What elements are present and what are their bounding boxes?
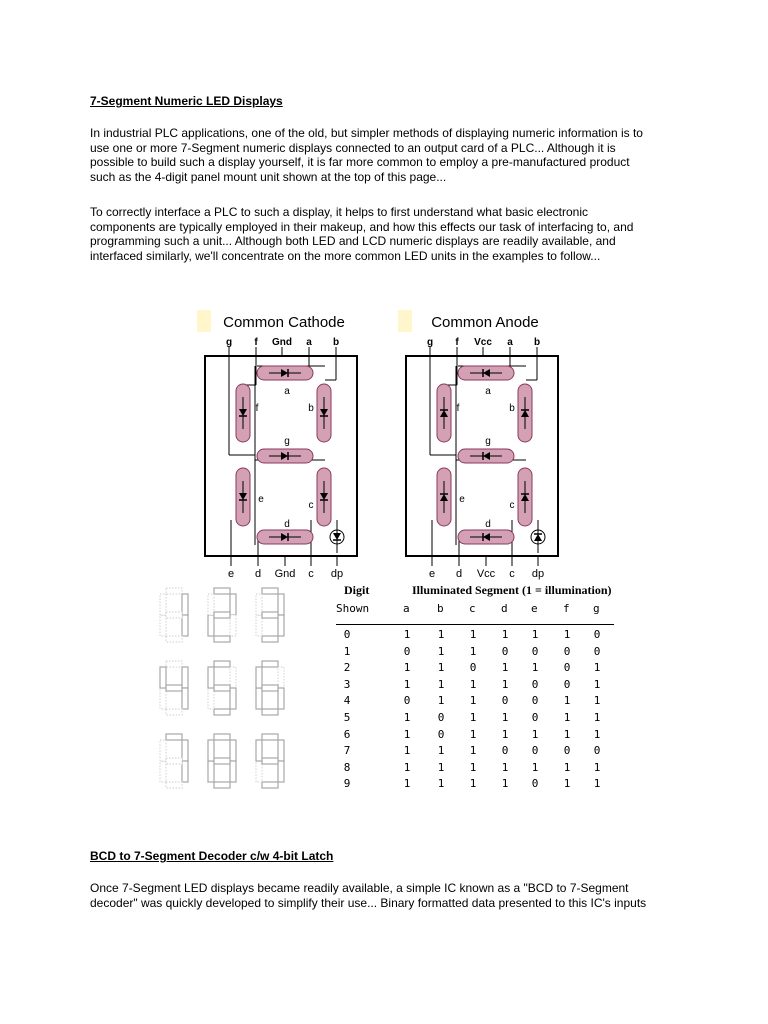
- digit-segment-f: [256, 594, 262, 615]
- digit-segment-a: [166, 734, 182, 740]
- digit-segment-c: [230, 615, 236, 636]
- table-row: [336, 761, 616, 777]
- digit-segment-g: [214, 612, 230, 618]
- segment-label-d: d: [485, 519, 491, 530]
- segment-label-g: g: [485, 436, 491, 447]
- table-row: [336, 777, 616, 793]
- digit-segment-b: [278, 740, 284, 761]
- segment-cell: 0: [531, 744, 539, 758]
- digit-segment-f: [160, 740, 166, 761]
- bottom-pin-label: dp: [330, 568, 344, 580]
- segment-label-a: a: [485, 386, 491, 397]
- bottom-pin-label: e: [227, 568, 235, 580]
- segment-cell: 1: [531, 760, 539, 774]
- digit-segment-e: [256, 615, 262, 636]
- top-pin-label: Gnd: [272, 337, 292, 348]
- segment-cell: 1: [501, 777, 509, 791]
- top-pin-label: Vcc: [474, 337, 492, 348]
- table-row: [336, 728, 616, 744]
- segment-header-d: d: [501, 602, 508, 615]
- digit-segment-g: [262, 685, 278, 691]
- digit-glyph-5: [208, 661, 236, 715]
- top-pin-label: f: [455, 337, 459, 348]
- bottom-pin-label: Gnd: [274, 568, 296, 580]
- digit-segment-f: [256, 740, 262, 761]
- bottom-pin-label: Vcc: [476, 568, 496, 580]
- segment-cell: 1: [563, 628, 571, 641]
- digit-segment-f: [208, 594, 214, 615]
- digit-segment-b: [278, 667, 284, 688]
- digit-segment-f: [256, 667, 262, 688]
- digit-cell: 2: [343, 661, 351, 675]
- top-pin-label: a: [306, 337, 312, 348]
- paragraph-line: components are typically employed in their makeup, and how this effects our task of interfacing to, and: [90, 219, 634, 234]
- table-row: [336, 694, 616, 710]
- segment-header-c: c: [469, 602, 476, 615]
- segment-cell: 1: [403, 661, 411, 675]
- top-pin-label: b: [533, 337, 541, 348]
- digit-segment-b: [230, 667, 236, 688]
- segment-header-a: a: [403, 602, 410, 615]
- paragraph-line: use one or more 7-Segment numeric displays connected to an output card of a PLC... Although it is: [90, 140, 616, 155]
- segment-cell: 0: [437, 727, 445, 741]
- table-row: [336, 711, 616, 727]
- segment-label-b: b: [509, 403, 515, 414]
- digit-segment-a: [214, 588, 230, 594]
- paragraph-line: In industrial PLC applications, one of the old, but simpler methods of displaying numeric information is to: [90, 126, 643, 140]
- segment-cell: 0: [563, 744, 571, 758]
- digit-segment-d: [214, 636, 230, 642]
- segment-cell: 1: [469, 628, 477, 641]
- digit-segment-d: [262, 636, 278, 642]
- segment-cell: 0: [403, 694, 411, 708]
- segment-cell: 0: [531, 711, 539, 724]
- digit-segment-c: [230, 761, 236, 782]
- segment-cell: 1: [531, 628, 539, 641]
- paragraph-line: decoder" was quickly developed to simplify their use... Binary formatted data presented to this IC's inputs: [90, 895, 647, 910]
- digit-segment-c: [278, 761, 284, 782]
- segment-cell: 1: [469, 777, 477, 791]
- segment-cell: 0: [403, 644, 411, 658]
- segment-cell: 1: [501, 628, 509, 641]
- segment-header-g: g: [593, 602, 600, 615]
- segment-label-e: e: [258, 494, 264, 505]
- digit-segment-e: [160, 615, 166, 636]
- digit-segment-b: [182, 667, 188, 688]
- header-divider: [336, 624, 614, 625]
- digit-segment-b: [230, 740, 236, 761]
- digit-segment-d: [166, 636, 182, 642]
- top-pin-label: g: [225, 337, 233, 348]
- segment-cell: 1: [437, 744, 445, 758]
- segment-cell: 1: [593, 777, 601, 791]
- segment-cell: 1: [403, 628, 411, 641]
- digit-glyph-9: [256, 734, 284, 788]
- segment-cell: 1: [469, 760, 477, 774]
- segment-cell: 1: [563, 777, 571, 791]
- segment-cell: 1: [437, 760, 445, 774]
- bottom-pin-label: c: [308, 568, 314, 580]
- segment-cell: 0: [501, 744, 509, 758]
- digit-segment-d: [166, 709, 182, 715]
- digit-segment-b: [278, 594, 284, 615]
- table-row: [336, 661, 616, 677]
- segment-header-f: f: [563, 602, 570, 615]
- table-row: [336, 744, 616, 760]
- common-cathode-display: [197, 310, 357, 580]
- digit-cell: 4: [343, 694, 351, 708]
- digit-segment-g: [262, 758, 278, 764]
- segment-cell: 0: [563, 661, 571, 675]
- bottom-pin-label: e: [428, 568, 436, 580]
- faint-glyph: [398, 310, 412, 332]
- digit-segment-c: [230, 688, 236, 709]
- segment-header-b: b: [437, 602, 444, 615]
- segment-cell: 1: [563, 760, 571, 774]
- digit-segment-f: [208, 667, 214, 688]
- segment-label-d: d: [284, 519, 290, 530]
- segment-cell: 1: [563, 694, 571, 708]
- segment-cell: 0: [531, 644, 539, 658]
- digit-segment-a: [166, 588, 182, 594]
- bottom-pin-label: c: [509, 568, 515, 580]
- digit-segment-g: [166, 612, 182, 618]
- faint-glyph: [197, 310, 211, 332]
- digit-cell: 5: [343, 711, 351, 724]
- digit-cell: 3: [343, 677, 351, 691]
- digit-cell: 9: [343, 777, 351, 791]
- digit-segment-c: [182, 688, 188, 709]
- bottom-pin-label: d: [254, 568, 262, 580]
- paragraph-line: programming such a unit... Although both LED and LCD numeric displays are readily available, and: [90, 234, 616, 249]
- segment-cell: 0: [563, 644, 571, 658]
- digit-segment-a: [262, 734, 278, 740]
- segment-cell: 1: [403, 677, 411, 691]
- segment-cell: 0: [501, 644, 509, 658]
- digit-segment-g: [214, 758, 230, 764]
- digit-segment-g: [262, 612, 278, 618]
- segment-cell: 1: [403, 711, 411, 724]
- digit-segment-d: [262, 782, 278, 788]
- digit-segment-a: [214, 734, 230, 740]
- segment-label-b: b: [308, 403, 314, 414]
- segment-cell: 1: [593, 694, 601, 708]
- segment-cell: 0: [531, 694, 539, 708]
- digit-segment-b: [182, 740, 188, 761]
- segment-cell: 1: [501, 661, 509, 675]
- digit-segment-e: [208, 761, 214, 782]
- segment-cell: 1: [469, 677, 477, 691]
- decoder-paragraph: [90, 881, 690, 910]
- digit-segment-c: [182, 615, 188, 636]
- segment-cell: 1: [501, 711, 509, 724]
- digit-segment-b: [230, 594, 236, 615]
- segment-cell: 0: [593, 644, 601, 658]
- segment-label-a: a: [284, 386, 290, 397]
- segment-cell: 1: [563, 727, 571, 741]
- shown-column-subheader: Shown: [336, 602, 370, 615]
- display-title: Common Cathode: [223, 314, 345, 331]
- digit-cell: 7: [343, 744, 351, 758]
- segment-cell: 1: [437, 777, 445, 791]
- common-anode-display: [398, 310, 558, 580]
- digit-segment-a: [262, 661, 278, 667]
- segment-cell: 0: [437, 711, 445, 724]
- digit-segment-f: [160, 667, 166, 688]
- digit-segment-e: [208, 615, 214, 636]
- paragraph-line: To correctly interface a PLC to such a display, it helps to first understand what basic electronic: [90, 205, 589, 219]
- segment-cell: 1: [437, 677, 445, 691]
- segment-cell: 0: [593, 628, 601, 641]
- segment-cell: 1: [593, 661, 601, 675]
- segment-cell: 1: [437, 644, 445, 658]
- segment-cell: 1: [531, 661, 539, 675]
- digit-segment-e: [160, 688, 166, 709]
- segment-cell: 1: [531, 727, 539, 741]
- digit-segment-g: [166, 758, 182, 764]
- digit-segment-a: [214, 661, 230, 667]
- digit-segment-f: [208, 740, 214, 761]
- display-title: Common Anode: [431, 314, 539, 331]
- segment-cell: 1: [403, 760, 411, 774]
- digit-segment-d: [262, 709, 278, 715]
- segment-cell: 0: [501, 694, 509, 708]
- digit-segment-c: [278, 615, 284, 636]
- paragraph-line: interfaced similarly, we'll concentrate on the more common LED units in the examples to follow...: [90, 249, 601, 264]
- segment-cell: 1: [563, 711, 571, 724]
- segment-cell: 0: [593, 744, 601, 758]
- segment-column-header: Illuminated Segment (1 = illumination): [412, 583, 612, 597]
- table-row: [336, 645, 616, 661]
- segment-cell: 1: [469, 744, 477, 758]
- top-pin-label: b: [332, 337, 340, 348]
- segment-cell: 1: [437, 694, 445, 708]
- digit-cell: 1: [343, 644, 351, 658]
- digit-segment-g: [166, 685, 182, 691]
- digit-glyph-8: [208, 734, 236, 788]
- digit-cell: 6: [343, 727, 351, 741]
- segment-cell: 1: [593, 760, 601, 774]
- table-row: [336, 628, 616, 644]
- top-pin-label: f: [254, 337, 258, 348]
- segment-label-e: e: [459, 494, 465, 505]
- digit-glyph-2: [208, 588, 236, 642]
- segment-cell: 1: [403, 744, 411, 758]
- segment-header-e: e: [531, 602, 538, 615]
- digit-column-header: Digit: [344, 583, 370, 597]
- digit-cell: 8: [343, 760, 351, 774]
- segment-cell: 1: [501, 727, 509, 741]
- segment-label-c: c: [509, 500, 515, 511]
- segment-label-f: f: [456, 403, 460, 414]
- top-pin-label: g: [426, 337, 434, 348]
- digit-segment-f: [160, 594, 166, 615]
- digit-segment-e: [208, 688, 214, 709]
- digit-cell: 0: [343, 628, 351, 641]
- segment-cell: 0: [531, 777, 539, 791]
- segment-label-g: g: [284, 436, 290, 447]
- segment-cell: 1: [437, 661, 445, 675]
- digit-segment-e: [160, 761, 166, 782]
- digit-segment-d: [214, 782, 230, 788]
- segment-cell: 0: [563, 677, 571, 691]
- digit-glyph-4: [160, 661, 188, 715]
- digit-glyph-1: [160, 588, 188, 642]
- segment-cell: 1: [437, 628, 445, 641]
- section-heading: 7-Segment Numeric LED Displays: [90, 94, 283, 108]
- segment-cell: 1: [469, 644, 477, 658]
- paragraph-line: Once 7-Segment LED displays became readily available, a simple IC known as a "BCD to 7-Segment: [90, 881, 629, 895]
- digit-segment-d: [166, 782, 182, 788]
- paragraph-line: such as the 4-digit panel mount unit shown at the top of this page...: [90, 170, 447, 185]
- segment-cell: 0: [531, 677, 539, 691]
- segment-cell: 1: [593, 711, 601, 724]
- bottom-pin-label: d: [455, 568, 463, 580]
- digit-segment-c: [182, 761, 188, 782]
- digit-segment-e: [256, 761, 262, 782]
- digit-glyph-3: [256, 588, 284, 642]
- segment-cell: 1: [593, 727, 601, 741]
- digit-segment-a: [262, 588, 278, 594]
- segment-cell: 1: [469, 711, 477, 724]
- digit-glyph-7: [160, 734, 188, 788]
- digit-segment-d: [214, 709, 230, 715]
- digit-segment-a: [166, 661, 182, 667]
- segment-cell: 1: [501, 677, 509, 691]
- segment-cell: 1: [403, 777, 411, 791]
- segment-cell: 1: [593, 677, 601, 691]
- bottom-pin-label: dp: [531, 568, 545, 580]
- segment-cell: 1: [469, 727, 477, 741]
- digit-segment-e: [256, 688, 262, 709]
- digit-segment-c: [278, 688, 284, 709]
- segment-cell: 1: [469, 694, 477, 708]
- segment-label-c: c: [308, 500, 314, 511]
- segment-cell: 1: [501, 760, 509, 774]
- digit-segment-b: [182, 594, 188, 615]
- paragraph-line: possible to build such a display yourself, it is far more common to employ a pre-manufactured product: [90, 155, 630, 170]
- segment-cell: 1: [403, 727, 411, 741]
- top-pin-label: a: [507, 337, 513, 348]
- segment-label-f: f: [255, 403, 259, 414]
- digit-glyph-6: [256, 661, 284, 715]
- table-row: [336, 678, 616, 694]
- digit-segment-g: [214, 685, 230, 691]
- segment-cell: 0: [469, 661, 477, 675]
- section-heading: BCD to 7-Segment Decoder c/w 4-bit Latch: [90, 849, 334, 863]
